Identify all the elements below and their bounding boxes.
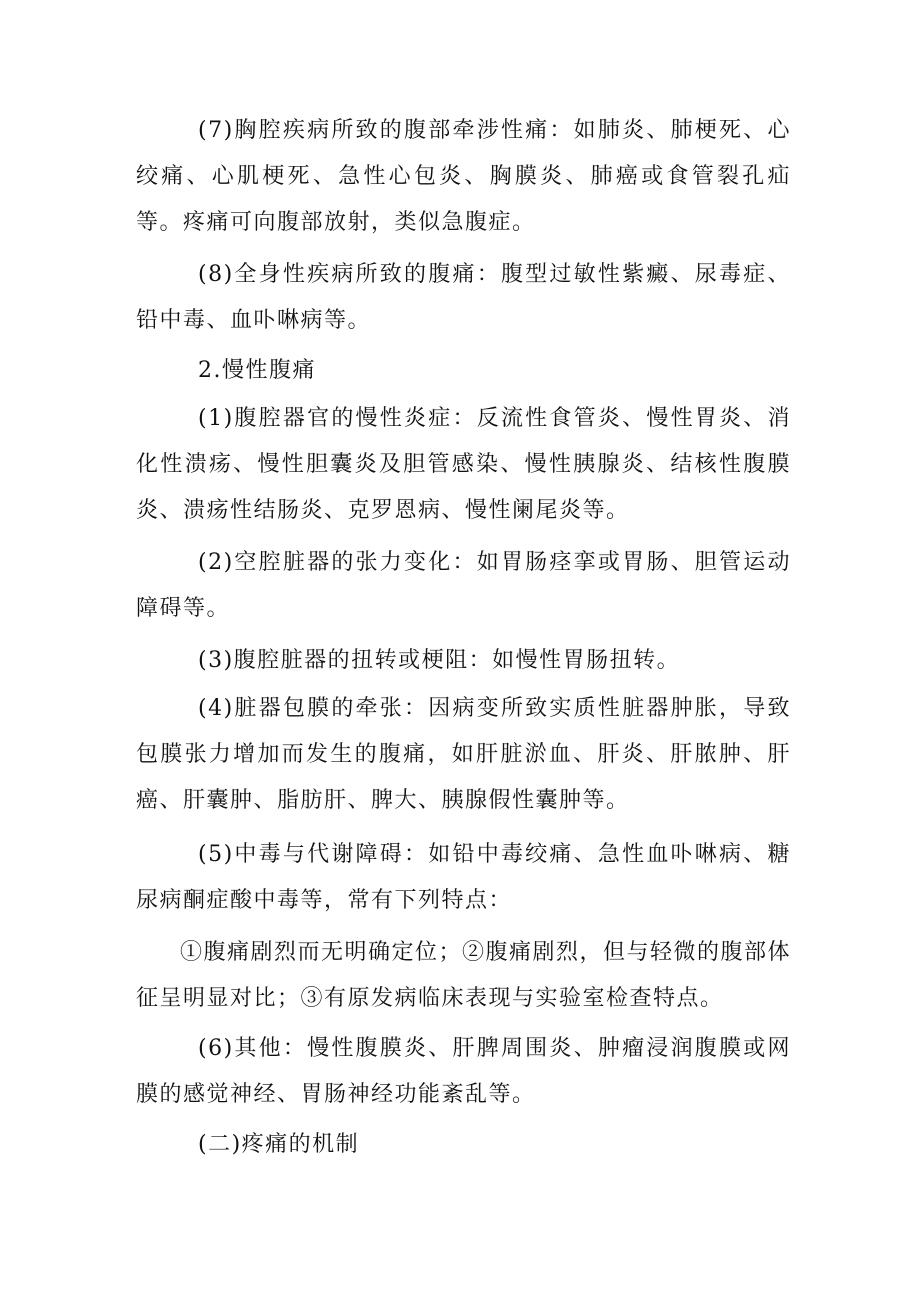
paragraph-hollow-organ-tension: (2)空腔脏器的张力变化：如胃肠痉挛或胃肠、胆管运动障碍等。 [136,550,791,621]
paragraph-other-causes: (6)其他：慢性腹膜炎、肝脾周围炎、肿瘤浸润腹膜或网膜的感觉神经、胃肠神经功能紊乱等。 [136,1036,791,1107]
section-heading-chronic-abdominal-pain: 2.慢性腹痛 [198,358,316,383]
paragraph-chronic-inflammation: (1)腹腔器官的慢性炎症：反流性食管炎、慢性胃炎、消化性溃疡、慢性胆囊炎及胆管感染、慢性胰腺炎、结核性腹膜炎、溃疡性结肠炎、克罗恩病、慢性阑尾炎等。 [136,406,791,523]
paragraph-chest-disease-pain: (7)胸腔疾病所致的腹部牵涉性痛：如肺炎、肺梗死、心绞痛、心肌梗死、急性心包炎、胸膜炎、肺癌或食管裂孔疝等。疼痛可向腹部放射，类似急腹症。 [136,118,791,235]
paragraph-toxic-metabolic: (5)中毒与代谢障碍：如铅中毒绞痛、急性血卟啉病、糖尿病酮症酸中毒等，常有下列特点： [136,842,791,913]
paragraph-torsion-obstruction: (3)腹腔脏器的扭转或梗阻：如慢性胃肠扭转。 [198,648,681,673]
paragraph-features-list: ①腹痛剧烈而无明确定位；②腹痛剧烈，但与轻微的腹部体征呈明显对比；③有原发病临床表现与实验室检查特点。 [136,940,792,1011]
paragraph-capsule-stretch: (4)脏器包膜的牵张：因病变所致实质性脏器肿胀，导致包膜张力增加而发生的腹痛，如肝脏淤血、肝炎、肝脓肿、肝癌、肝囊肿、脂肪肝、脾大、胰腺假性囊肿等。 [136,696,791,813]
paragraph-systemic-disease-pain: (8)全身性疾病所致的腹痛：腹型过敏性紫癜、尿毒症、铅中毒、血卟啉病等。 [136,262,791,333]
section-heading-pain-mechanism: (二)疼痛的机制 [198,1132,360,1157]
